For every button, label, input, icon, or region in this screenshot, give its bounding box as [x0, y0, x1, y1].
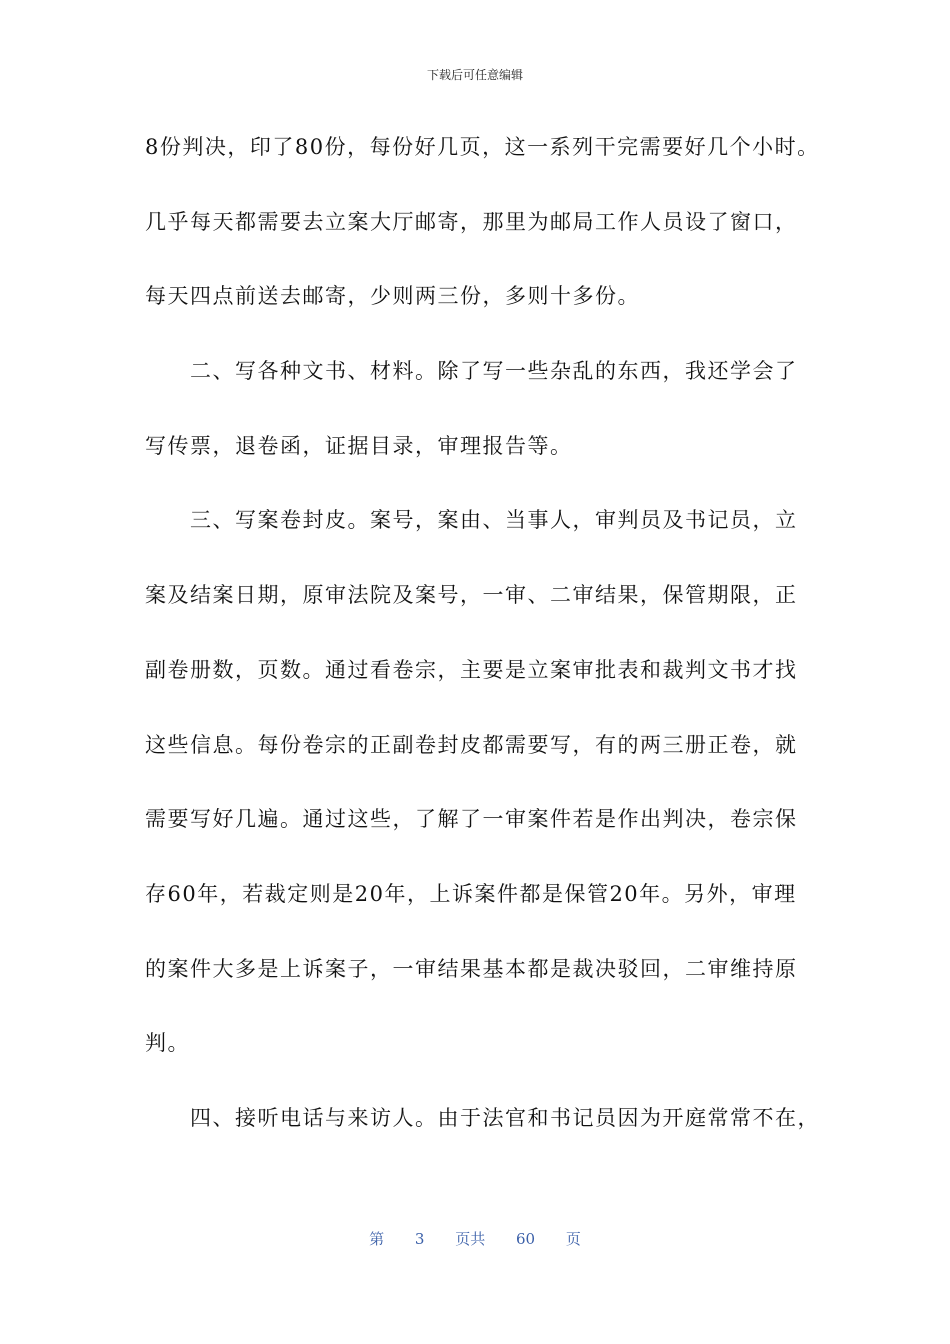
document-body: [145, 122, 820, 1168]
page-footer: [0, 1229, 950, 1249]
body-line-14: 四、接听电话与来访人。由于法官和书记员因为开庭常常不在，: [190, 1105, 820, 1130]
body-line-4: 二、写各种文书、材料。除了写一些杂乱的东西，我还学会了: [190, 359, 798, 384]
body-line-1: 8份判决，印了80份，每份好几页，这一系列干完需要好几个小时。: [145, 135, 820, 159]
page-header: 下载后可任意编辑: [426, 68, 523, 82]
body-line-12: 的案件大多是上诉案子，一审结果基本都是裁决驳回，二审维持原: [145, 956, 798, 981]
footer-middle: 页共: [455, 1230, 486, 1248]
body-line-9: 这些信息。每份卷宗的正副卷封皮都需要写，有的两三册正卷，就: [145, 732, 798, 757]
body-line-6: 三、写案卷封皮。案号，案由、当事人，审判员及书记员，立: [190, 508, 798, 533]
body-line-13: 判。: [145, 1031, 190, 1056]
body-line-11: 存60年，若裁定则是20年，上诉案件都是保管20年。另外，审理: [145, 881, 797, 906]
body-line-8: 副卷册数，页数。通过看卷宗，主要是立案审批表和裁判文书才找: [145, 657, 798, 682]
footer-suffix: 页: [565, 1230, 581, 1248]
body-line-5: 写传票，退卷函，证据目录，审理报告等。: [145, 433, 573, 458]
footer-total-pages: 60: [516, 1230, 536, 1248]
body-line-10: 需要写好几遍。通过这些，了解了一审案件若是作出判决，卷宗保: [145, 807, 798, 832]
body-line-3: 每天四点前送去邮寄，少则两三份，多则十多份。: [145, 284, 640, 309]
footer-prefix: 第: [369, 1230, 385, 1248]
body-line-2: 几乎每天都需要去立案大厅邮寄，那里为邮局工作人员设了窗口，: [145, 209, 798, 234]
body-line-7: 案及结案日期，原审法院及案号，一审、二审结果，保管期限，正: [145, 583, 798, 608]
footer-current-page: 3: [414, 1230, 425, 1248]
